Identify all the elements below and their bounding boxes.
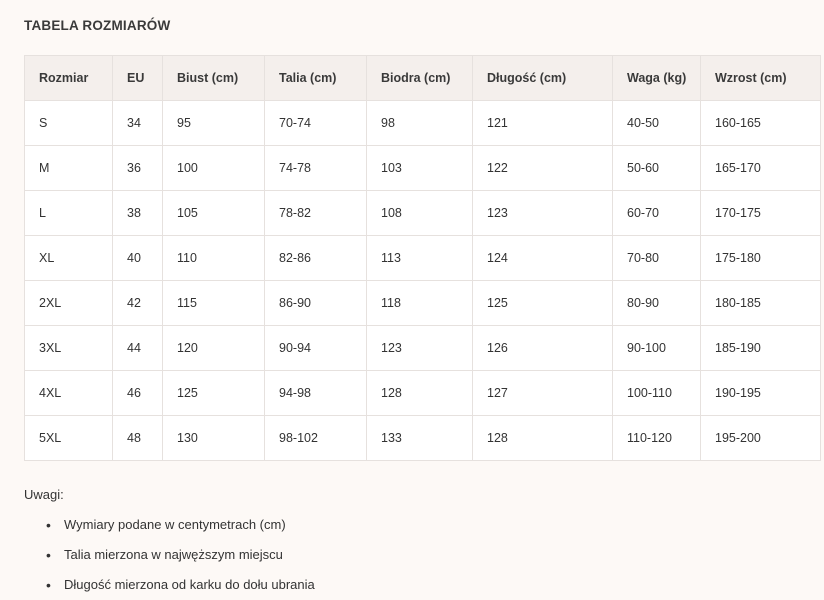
cell-biodra: 103 <box>367 146 473 191</box>
table-body <box>25 101 821 461</box>
cell-eu: 40 <box>113 236 163 281</box>
table-row <box>25 191 821 236</box>
table-row <box>25 281 821 326</box>
cell-wzrost: 170-175 <box>701 191 821 236</box>
page-title: TABELA ROZMIARÓW <box>24 18 171 33</box>
cell-biodra: 128 <box>367 371 473 416</box>
cell-wzrost: 185-190 <box>701 326 821 371</box>
cell-dlugosc: 123 <box>473 191 613 236</box>
cell-waga: 110-120 <box>613 416 701 461</box>
table-header <box>25 56 821 101</box>
cell-eu: 46 <box>113 371 163 416</box>
notes-section <box>24 487 810 595</box>
column-header-wzrost: Wzrost (cm) <box>701 56 821 101</box>
column-header-biust: Biust (cm) <box>163 56 265 101</box>
notes-list <box>24 516 810 595</box>
cell-dlugosc: 122 <box>473 146 613 191</box>
table-row <box>25 146 821 191</box>
cell-eu: 44 <box>113 326 163 371</box>
table-row <box>25 416 821 461</box>
cell-eu: 42 <box>113 281 163 326</box>
cell-biust: 95 <box>163 101 265 146</box>
column-header-eu: EU <box>113 56 163 101</box>
cell-biodra: 133 <box>367 416 473 461</box>
notes-heading: Uwagi: <box>24 487 64 502</box>
column-header-biodra: Biodra (cm) <box>367 56 473 101</box>
cell-biodra: 108 <box>367 191 473 236</box>
cell-rozmiar: S <box>25 101 113 146</box>
cell-talia: 86-90 <box>265 281 367 326</box>
cell-dlugosc: 128 <box>473 416 613 461</box>
cell-dlugosc: 126 <box>473 326 613 371</box>
cell-dlugosc: 127 <box>473 371 613 416</box>
cell-wzrost: 165-170 <box>701 146 821 191</box>
list-item: • Talia mierzona w najwęższym miejscu <box>46 546 810 565</box>
table-row <box>25 326 821 371</box>
table-row <box>25 236 821 281</box>
cell-waga: 90-100 <box>613 326 701 371</box>
cell-rozmiar: M <box>25 146 113 191</box>
cell-waga: 70-80 <box>613 236 701 281</box>
list-item: • Wymiary podane w centymetrach (cm) <box>46 516 810 535</box>
cell-biodra: 123 <box>367 326 473 371</box>
table-header-row <box>25 56 821 101</box>
cell-biust: 120 <box>163 326 265 371</box>
cell-biust: 115 <box>163 281 265 326</box>
cell-talia: 74-78 <box>265 146 367 191</box>
cell-biust: 105 <box>163 191 265 236</box>
cell-biust: 130 <box>163 416 265 461</box>
table-row <box>25 371 821 416</box>
cell-waga: 50-60 <box>613 146 701 191</box>
column-header-waga: Waga (kg) <box>613 56 701 101</box>
cell-rozmiar: XL <box>25 236 113 281</box>
cell-waga: 60-70 <box>613 191 701 236</box>
cell-biodra: 118 <box>367 281 473 326</box>
cell-wzrost: 160-165 <box>701 101 821 146</box>
cell-talia: 70-74 <box>265 101 367 146</box>
cell-eu: 48 <box>113 416 163 461</box>
cell-dlugosc: 124 <box>473 236 613 281</box>
size-table <box>24 55 821 461</box>
cell-biodra: 113 <box>367 236 473 281</box>
column-header-talia: Talia (cm) <box>265 56 367 101</box>
cell-talia: 98-102 <box>265 416 367 461</box>
cell-wzrost: 190-195 <box>701 371 821 416</box>
cell-rozmiar: 2XL <box>25 281 113 326</box>
cell-waga: 100-110 <box>613 371 701 416</box>
cell-wzrost: 195-200 <box>701 416 821 461</box>
cell-biust: 125 <box>163 371 265 416</box>
cell-rozmiar: 3XL <box>25 326 113 371</box>
cell-eu: 36 <box>113 146 163 191</box>
column-header-dlugosc: Długość (cm) <box>473 56 613 101</box>
cell-dlugosc: 121 <box>473 101 613 146</box>
cell-wzrost: 180-185 <box>701 281 821 326</box>
cell-dlugosc: 125 <box>473 281 613 326</box>
list-item: • Długość mierzona od karku do dołu ubrania <box>46 576 810 595</box>
cell-waga: 80-90 <box>613 281 701 326</box>
cell-eu: 34 <box>113 101 163 146</box>
cell-talia: 90-94 <box>265 326 367 371</box>
column-header-rozmiar: Rozmiar <box>25 56 113 101</box>
table-row <box>25 101 821 146</box>
cell-talia: 82-86 <box>265 236 367 281</box>
cell-biust: 100 <box>163 146 265 191</box>
cell-talia: 94-98 <box>265 371 367 416</box>
cell-rozmiar: 4XL <box>25 371 113 416</box>
cell-eu: 38 <box>113 191 163 236</box>
cell-biodra: 98 <box>367 101 473 146</box>
cell-talia: 78-82 <box>265 191 367 236</box>
cell-waga: 40-50 <box>613 101 701 146</box>
cell-rozmiar: 5XL <box>25 416 113 461</box>
cell-wzrost: 175-180 <box>701 236 821 281</box>
cell-biust: 110 <box>163 236 265 281</box>
cell-rozmiar: L <box>25 191 113 236</box>
